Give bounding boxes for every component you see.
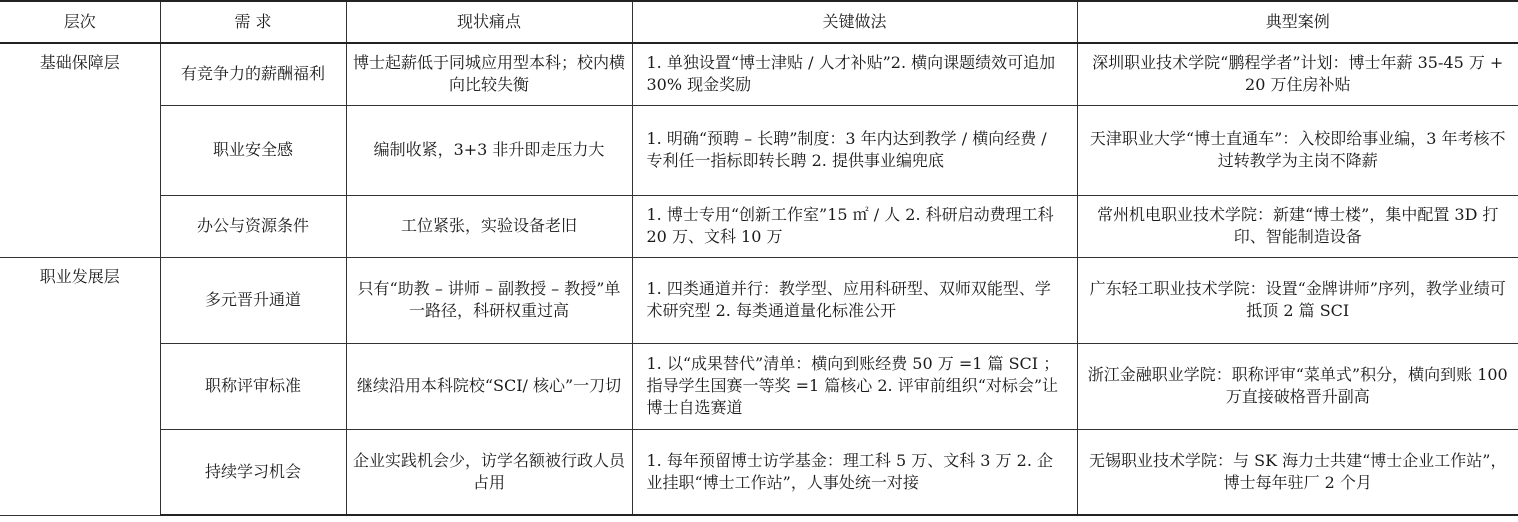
- header-need: 需 求: [160, 1, 346, 43]
- case-cell: 广东轻工职业技术学院：设置“金牌讲师”序列，教学业绩可抵顶 2 篇 SCI: [1077, 257, 1518, 343]
- practice-cell: 1. 四类通道并行：教学型、应用科研型、双师双能型、学术研究型 2. 每类通道量化标准公开: [632, 257, 1077, 343]
- need-cell: 有竞争力的薪酬福利: [160, 43, 346, 105]
- pain-cell: 继续沿用本科院校“SCI/ 核心”一刀切: [346, 343, 632, 429]
- need-cell: 多元晋升通道: [160, 257, 346, 343]
- case-cell: 深圳职业技术学院“鹏程学者”计划：博士年薪 35-45 万 +20 万住房补贴: [1077, 43, 1518, 105]
- pain-cell: 编制收紧，3+3 非升即走压力大: [346, 105, 632, 195]
- pain-cell: 工位紧张，实验设备老旧: [346, 195, 632, 257]
- table-row: [0, 343, 1518, 429]
- need-cell: 持续学习机会: [160, 429, 346, 515]
- header-row: [0, 1, 1518, 43]
- practice-cell: 1. 博士专用“创新工作室”15 ㎡ / 人 2. 科研启动费理工科 20 万、文科 10 万: [632, 195, 1077, 257]
- level-cell: 基础保障层: [0, 43, 160, 257]
- case-cell: 无锡职业技术学院：与 SK 海力士共建“博士企业工作站”，博士每年驻厂 2 个月: [1077, 429, 1518, 515]
- case-cell: 浙江金融职业学院：职称评审“菜单式”积分，横向到账 100 万直接破格晋升副高: [1077, 343, 1518, 429]
- header-level: 层次: [0, 1, 160, 43]
- table-row: [0, 257, 1518, 343]
- need-cell: 职称评审标准: [160, 343, 346, 429]
- need-cell: 办公与资源条件: [160, 195, 346, 257]
- case-cell: 天津职业大学“博士直通车”：入校即给事业编，3 年考核不过转教学为主岗不降薪: [1077, 105, 1518, 195]
- practice-cell: 1. 以“成果替代”清单：横向到账经费 50 万 =1 篇 SCI ；指导学生国赛一等奖 =1 篇核心 2. 评审前组织“对标会”让博士自选赛道: [632, 343, 1077, 429]
- case-cell: 常州机电职业技术学院：新建“博士楼”，集中配置 3D 打印、智能制造设备: [1077, 195, 1518, 257]
- pain-cell: 企业实践机会少，访学名额被行政人员占用: [346, 429, 632, 515]
- practice-cell: 1. 每年预留博士访学基金：理工科 5 万、文科 3 万 2. 企业挂职“博士工作站”，人事处统一对接: [632, 429, 1077, 515]
- pain-cell: 博士起薪低于同城应用型本科；校内横向比较失衡: [346, 43, 632, 105]
- header-practice: 关键做法: [632, 1, 1077, 43]
- table-row: [0, 43, 1518, 105]
- level-cell: 职业发展层: [0, 257, 160, 515]
- practice-cell: 1. 单独设置“博士津贴 / 人才补贴”2. 横向课题绩效可追加 30% 现金奖励: [632, 43, 1077, 105]
- pain-cell: 只有“助教 – 讲师 – 副教授 – 教授”单一路径，科研权重过高: [346, 257, 632, 343]
- header-pain: 现状痛点: [346, 1, 632, 43]
- table-row: [0, 105, 1518, 195]
- need-cell: 职业安全感: [160, 105, 346, 195]
- practice-cell: 1. 明确“预聘 – 长聘”制度：3 年内达到教学 / 横向经费 / 专利任一指标即转长聘 2. 提供事业编兜底: [632, 105, 1077, 195]
- table-row: [0, 195, 1518, 257]
- table-row: [0, 429, 1518, 515]
- header-case: 典型案例: [1077, 1, 1518, 43]
